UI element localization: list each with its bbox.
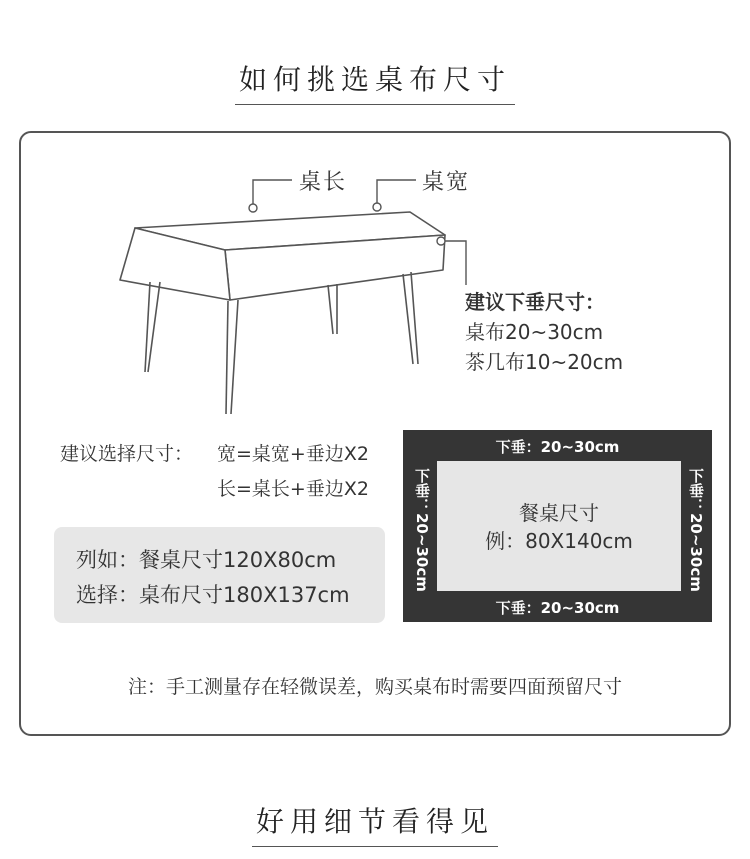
diagram-left-label: 下垂：20~30cm <box>413 468 431 592</box>
width-formula: 宽=桌宽+垂边X2 <box>217 443 369 465</box>
section-title-text: 好用细节看得见 <box>252 800 498 847</box>
table-size-area <box>437 461 681 591</box>
suggest-label: 建议选择尺寸： <box>60 443 194 465</box>
diagram-bottom-label: 下垂：20~30cm <box>495 599 620 617</box>
table-length-label: 桌长 <box>299 170 348 195</box>
hang-suggestion <box>465 287 623 377</box>
hang-tablecloth: 桌布20~30cm <box>465 320 604 344</box>
inner-example: 例：80X140cm <box>485 529 633 553</box>
hang-tea-table: 茶几布10~20cm <box>465 350 624 374</box>
section-title <box>0 800 750 847</box>
table-width-label: 桌宽 <box>422 170 471 195</box>
length-formula: 长=桌长+垂边X2 <box>217 478 369 500</box>
diagram-top-label: 下垂：20~30cm <box>495 438 620 456</box>
example-line-1: 列如：餐桌尺寸120X80cm <box>76 548 337 572</box>
table-illustration <box>110 175 480 420</box>
inner-title: 餐桌尺寸 <box>519 501 599 525</box>
size-diagram <box>403 430 712 622</box>
example-box <box>54 527 385 623</box>
example-line-2: 选择：桌布尺寸180X137cm <box>76 583 350 607</box>
measurement-note: 注：手工测量存在轻微误差，购买桌布时需要四面预留尺寸 <box>127 676 622 698</box>
page-title <box>0 58 750 105</box>
page-title-text: 如何挑选桌布尺寸 <box>235 58 515 105</box>
diagram-right-label: 下垂：20~30cm <box>687 468 705 592</box>
hang-title: 建议下垂尺寸： <box>465 290 605 314</box>
